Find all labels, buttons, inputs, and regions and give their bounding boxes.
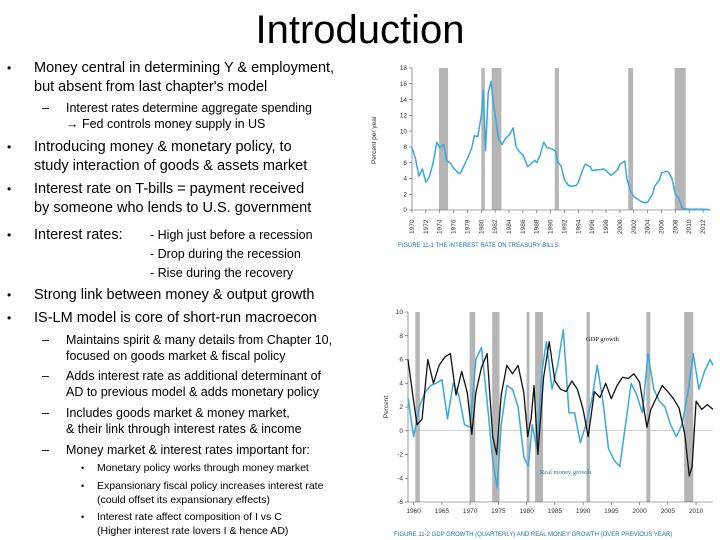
y-tick-label: 6 [403, 159, 407, 167]
bullet-text: Adds interest rate as additional determinant of AD to previous model & adds monetary policy [66, 369, 322, 399]
bullet-item [7, 180, 312, 218]
bullet-text: Money market & interest rates important for: [66, 443, 310, 457]
bullet-dot: • [7, 182, 12, 196]
series-label-gdp-growth: GDP growth [586, 336, 619, 343]
y-tick-label: -6 [397, 499, 403, 507]
recession-band [555, 68, 559, 210]
bullet-text: Expansionary fiscal policy increases interest rate (could offset its expansionary effects) [97, 480, 324, 506]
y-tick-label: -4 [397, 475, 403, 483]
bullet-dot: • [7, 140, 12, 154]
bullet-dash: – [42, 101, 49, 115]
recession-band [675, 68, 686, 210]
bullet-dot: • [7, 228, 12, 242]
figure-caption: FIGURE 11-1 THE INTEREST RATE ON TREASURY BILLS. [398, 243, 561, 249]
treasury-bill-chart-svg [368, 58, 718, 254]
x-tick-label: 1996 [589, 219, 597, 234]
x-tick-label: 1960 [406, 508, 421, 515]
y-tick-label: 18 [399, 65, 407, 73]
x-tick-label: 1970 [409, 219, 416, 234]
y-tick-label: 10 [399, 128, 407, 136]
bullet-dot: • [81, 481, 85, 491]
sub-bullet-item [42, 442, 310, 458]
bullet-dash: – [42, 369, 49, 383]
recession-band [481, 68, 484, 210]
gdp-money-growth-chart [368, 300, 718, 540]
recession-band [628, 68, 633, 210]
x-tick-label: 1982 [492, 219, 500, 234]
y-tick-label: 16 [399, 80, 407, 88]
x-tick-label: 2010 [686, 219, 694, 234]
x-tick-label: 1965 [434, 508, 450, 515]
sub-bullet-item [42, 368, 322, 400]
bullet-text: Money central in determining Y & employment, but absent from last chapter's model [34, 60, 335, 95]
interest-rate-note: - High just before a recession [150, 228, 313, 242]
y-tick-label: 0 [403, 207, 407, 215]
y-tick-label: 4 [403, 175, 407, 183]
figure-caption: FIGURE 11-2 GDP GROWTH (QUARTERLY) AND REAL MONEY GROWTH (OVER PREVIOUS YEAR) [394, 532, 673, 538]
bullet-dash: – [42, 406, 49, 420]
x-tick-label: 1990 [575, 508, 591, 515]
bullet-text: Interest rate on T-bills = payment received by someone who lends to U.S. government [34, 181, 312, 216]
y-tick-label: 0 [399, 427, 403, 435]
series-line-tbill [412, 81, 710, 209]
slide-title: Introduction [255, 8, 465, 52]
recession-band [527, 312, 530, 502]
bullet-dot: • [7, 61, 12, 75]
y-tick-label: 8 [403, 144, 407, 152]
treasury-bill-chart [368, 58, 718, 254]
sub-sub-bullet-item [81, 510, 289, 538]
x-tick-label: 1972 [422, 219, 430, 234]
x-tick-label: 1998 [603, 219, 611, 234]
bullet-text: Includes goods market & money market, & their link through interest rates & income [66, 406, 302, 436]
bullet-text: Maintains spirit & many details from Chapter 10, focused on goods market & fiscal policy [66, 333, 333, 363]
y-tick-label: 4 [399, 380, 403, 388]
x-tick-label: 1994 [575, 219, 583, 234]
series-line-gdp-growth [408, 342, 713, 476]
x-tick-label: 1980 [478, 219, 486, 234]
x-tick-label: 2004 [644, 219, 652, 234]
x-tick-label: 1984 [506, 219, 514, 234]
bullet-text: Interest rate affect composition of I vs C (Higher interest rate lovers I & hence AD) [97, 511, 289, 537]
bullet-text: Interest rates determine aggregate spending → Fed controls money supply in US [66, 101, 312, 131]
interest-rate-note: - Rise during the recovery [150, 266, 294, 280]
bullet-dot: • [7, 288, 12, 302]
y-tick-label: 2 [403, 191, 407, 199]
bullet-dot: • [81, 512, 85, 522]
y-tick-label: 8 [399, 332, 403, 340]
bullet-text: Introducing money & monetary policy, to study interaction of goods & assets market [34, 139, 308, 174]
x-tick-label: 1980 [519, 508, 534, 515]
recession-band [646, 312, 650, 502]
sub-sub-bullet-item [81, 479, 324, 507]
y-axis-label: Percent [383, 395, 390, 419]
bullet-item [7, 59, 335, 97]
bullet-dot: • [7, 311, 12, 325]
x-tick-label: 2000 [616, 219, 624, 234]
x-tick-label: 1995 [604, 508, 619, 515]
y-tick-label: 10 [395, 309, 403, 317]
sub-bullet-item [42, 100, 312, 132]
bullet-text: Strong link between money & output growth [34, 287, 315, 303]
x-tick-label: 1978 [464, 219, 472, 234]
x-tick-label: 2000 [632, 508, 647, 515]
x-tick-label: 1992 [561, 219, 569, 234]
y-tick-label: 14 [399, 96, 407, 104]
y-tick-label: 12 [399, 112, 407, 120]
y-tick-label: -2 [397, 451, 403, 459]
x-tick-label: 1990 [547, 219, 555, 234]
x-tick-label: 1974 [436, 219, 444, 234]
x-tick-label: 2006 [658, 219, 666, 234]
x-tick-label: 2012 [700, 219, 708, 234]
x-tick-label: 2005 [660, 508, 676, 515]
series-line-real-money-growth [408, 330, 713, 488]
x-tick-label: 1986 [519, 219, 527, 234]
y-tick-label: 6 [399, 356, 403, 364]
sub-bullet-item [42, 332, 333, 364]
x-tick-label: 1988 [533, 219, 541, 234]
bullet-item [7, 138, 308, 176]
recession-band [492, 68, 502, 210]
sub-sub-bullet-item [81, 461, 309, 475]
bullet-item [7, 286, 315, 305]
x-tick-label: 1985 [547, 508, 563, 515]
x-tick-label: 2008 [672, 219, 680, 234]
bullet-text: Monetary policy works through money market [97, 462, 309, 474]
sub-bullet-item [42, 405, 302, 437]
recession-band [439, 68, 448, 210]
y-axis-label: Percent per year [371, 115, 378, 165]
x-tick-label: 2002 [630, 219, 638, 234]
bullet-dot: • [81, 463, 85, 473]
x-tick-label: 1975 [491, 508, 506, 515]
bullet-item [7, 226, 123, 245]
x-tick-label: 2010 [688, 508, 704, 515]
bullet-text: Interest rates: [34, 227, 123, 243]
bullet-item [7, 309, 317, 328]
interest-rate-note: - Drop during the recession [150, 247, 301, 261]
x-tick-label: 1970 [462, 508, 478, 515]
gdp-money-growth-chart-svg [368, 300, 718, 540]
y-tick-label: 2 [399, 404, 403, 412]
x-tick-label: 1976 [450, 219, 458, 234]
bullet-dash: – [42, 443, 49, 457]
series-label-real-money-growth: Real money growth [540, 469, 592, 476]
bullet-text: IS-LM model is core of short-run macroecon [34, 310, 317, 326]
bullet-dash: – [42, 333, 49, 347]
